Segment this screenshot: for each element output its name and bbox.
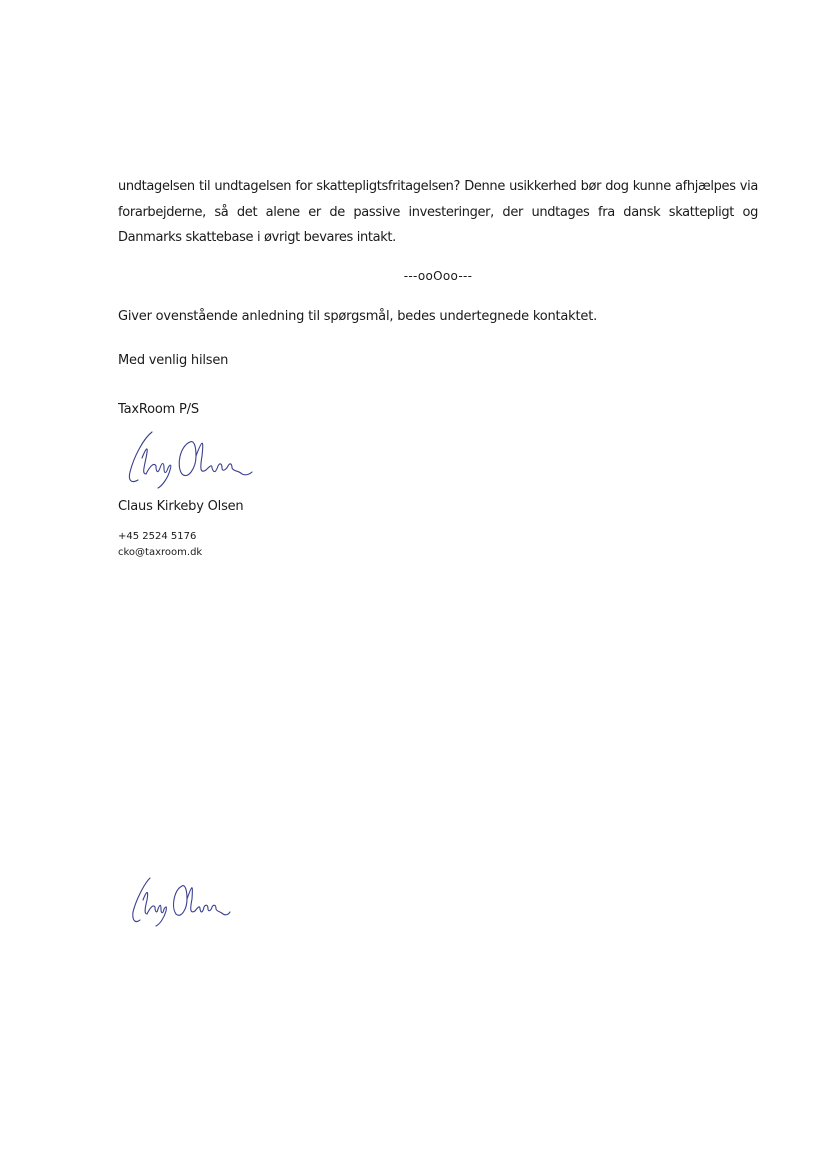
body-paragraph: undtagelsen til undtagelsen for skattepligtsfritagelsen? Denne usikkerhed bør dog kunne afhjælpes via forarbejderne, så det alene er de passive investeringer, der undtages fra dansk skattepligt og Danmarks skattebase i øvrigt bevares intakt. [118,179,758,245]
signature-image-bottom [128,874,232,928]
contact-phone: +45 2524 5176 [118,531,197,542]
contact-email: cko@taxroom.dk [118,547,203,558]
greeting: Med venlig hilsen [118,353,229,368]
signer-name: Claus Kirkeby Olsen [118,499,244,514]
signature-image [122,428,254,490]
section-separator: ---ooOoo--- [403,269,473,283]
closing-question: Giver ovenstående anledning til spørgsmål, bedes undertegnede kontaktet. [118,309,598,324]
company-name: TaxRoom P/S [118,402,199,417]
